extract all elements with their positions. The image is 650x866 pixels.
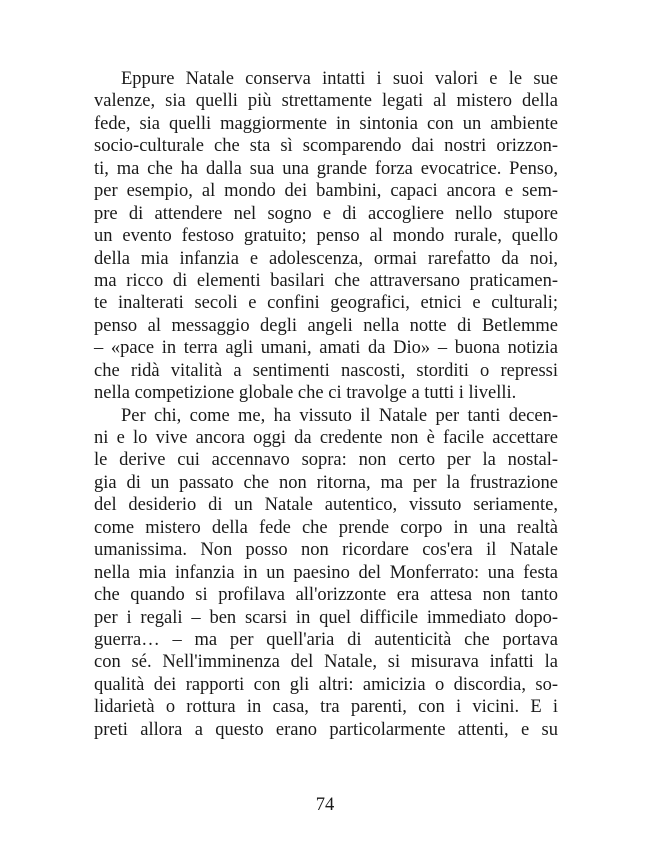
text-line: Eppure Natale conserva intatti i suoi valori e le sue [121,69,558,89]
text-line: socio-culturale che sta sì scomparendo dai nostri orizzon- [94,136,558,157]
text-line: le derive cui accennavo sopra: non certo per la nostal- [94,450,558,471]
text-line: che quando si profilava all'orizzonte era attesa non tanto [94,585,558,606]
page-number: 74 [315,795,335,815]
text-line: come mistero della fede che prende corpo in una realtà [94,517,558,538]
text-line: ti, ma che ha dalla sua una grande forza evocatrice. Penso, [94,158,558,179]
page-body [94,68,558,741]
text-line: della mia infanzia e adolescenza, ormai rarefatto da noi, [94,248,558,269]
text-line: qualità dei rapporti con gli altri: amicizia o discordia, so- [94,674,558,695]
text-line: nella competizione globale che ci travolge a tutti i livelli. [94,383,517,404]
text-line: ni e lo vive ancora oggi da credente non è facile accettare [94,428,558,448]
text-line: che ridà vitalità a sentimenti nascosti, storditi o repressi [94,360,558,381]
text-line: nella mia infanzia in un paesino del Monferrato: una festa [94,562,558,583]
text-line: penso al messaggio degli angeli nella notte di Betlemme [94,315,558,336]
text-line: pre di attendere nel sogno e di accogliere nello stupore [94,203,558,224]
text-line: Per chi, come me, ha vissuto il Natale per tanti decen- [121,405,558,426]
text-line: con sé. Nell'imminenza del Natale, si misurava infatti la [94,652,558,673]
text-line: del desiderio di un Natale autentico, vissuto seriamente, [94,495,558,516]
paragraph-2 [94,405,558,742]
text-line: valenze, sia quelli più strettamente legati al mistero della [94,91,558,112]
text-line: gia di un passato che non ritorna, ma per la frustrazione [94,472,558,493]
text-line: per i regali – ben scarsi in quel difficile immediato dopo- [94,607,558,628]
text-line: umanissima. Non posso non ricordare cos'era il Natale [94,540,558,561]
text-line: te inalterati secoli e confini geografici, etnici e culturali; [94,293,558,314]
text-line: preti allora a questo erano particolarmente attenti, e su [94,719,558,740]
text-line: ma ricco di elementi basilari che attraversano praticamen- [94,270,558,291]
text-line: lidarietà o rottura in casa, tra parenti, con i vicini. E i [94,697,558,718]
text-line: un evento festoso gratuito; penso al mondo rurale, quello [94,226,558,247]
text-line: – «pace in terra agli umani, amati da Dio» – buona notizia [94,338,558,359]
paragraph-1 [94,68,558,405]
text-line: fede, sia quelli maggiormente in sintonia con un ambiente [94,113,558,134]
text-line: guerra… – ma per quell'aria di autenticità che portava [94,629,558,650]
text-line: per esempio, al mondo dei bambini, capaci ancora e sem- [94,181,558,202]
